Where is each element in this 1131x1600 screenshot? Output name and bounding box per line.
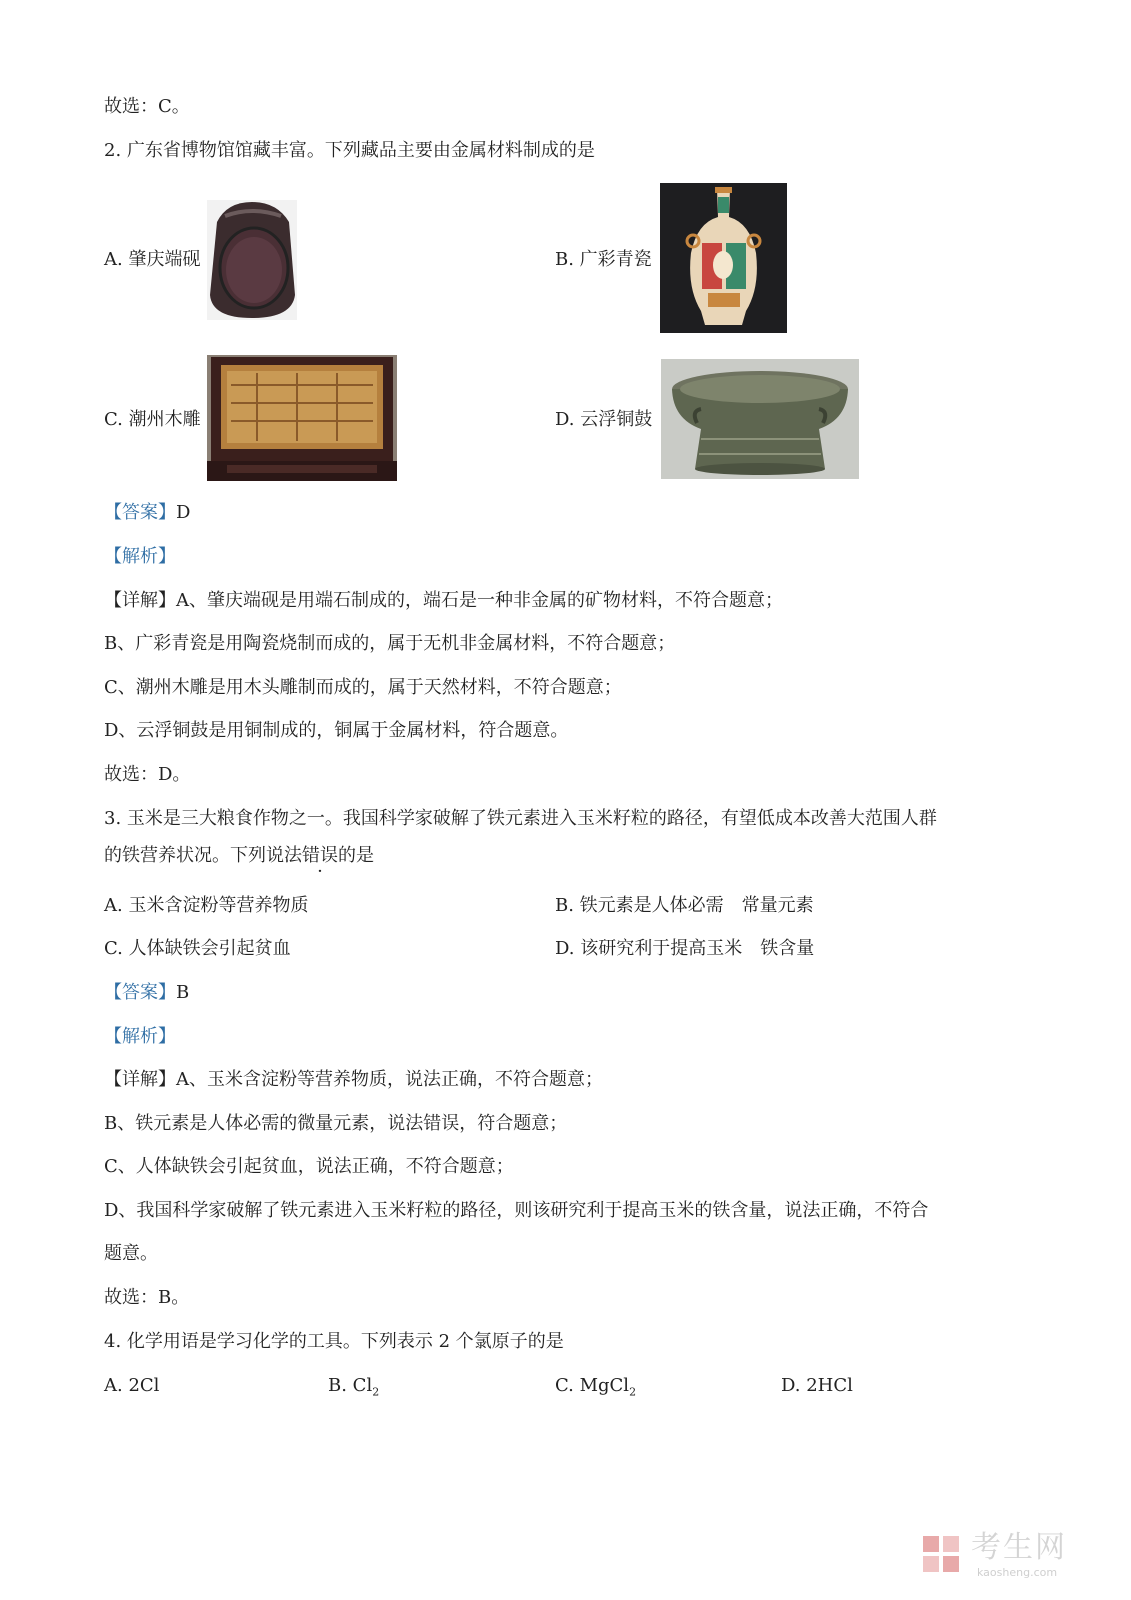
q3-stem-text: 的是 [338, 845, 374, 866]
q2-detail-line: D、云浮铜鼓是用铜制成的，铜属于金属材料，符合题意。 [104, 720, 569, 741]
q2-answer: D [176, 502, 191, 523]
q3-detail-line: 题意。 [104, 1243, 158, 1264]
q3-option-a: A. 玉米含淀粉等营养物质 [104, 895, 309, 916]
q2-analysis-tag: 【解析】 [104, 546, 176, 567]
watermark-url: kaosheng.com [977, 1566, 1058, 1579]
woodcarving-image [207, 355, 397, 481]
q4-option-c-subscript: 2 [629, 1385, 637, 1399]
q2-detail-line: C、潮州木雕是用木头雕制而成的，属于天然材料，不符合题意； [104, 677, 622, 698]
q2-option-d: D. 云浮铜鼓 [555, 409, 653, 430]
q3-answer-tag: 【答案】 [104, 982, 176, 1003]
q3-detail-row-1 [104, 1067, 603, 1093]
q2-stem: 2. 广东省博物馆馆藏丰富。下列藏品主要由金属材料制成的是 [104, 140, 595, 161]
q2-detail-row-1 [104, 588, 783, 614]
q3-detail-line: B、铁元素是人体必需的微量元素，说法错误，符合题意； [104, 1113, 568, 1134]
q4-option-b-text: B. Cl [328, 1375, 373, 1396]
q3-stem-line1: 3. 玉米是三大粮食作物之一。我国科学家破解了铁元素进入玉米籽粒的路径，有望低成本改善大范围人群 [104, 808, 937, 829]
q3-analysis-tag: 【解析】 [104, 1026, 176, 1047]
q2-answer-tag: 【答案】 [104, 502, 176, 523]
q2-detail-line: B、广彩青瓷是用陶瓷烧制而成的，属于无机非金属材料，不符合题意； [104, 633, 676, 654]
q4-option-c [555, 1373, 636, 1406]
q3-stem-text: 的铁营养状况。下列说法 [104, 845, 302, 866]
q2-option-a: A. 肇庆端砚 [104, 249, 201, 270]
q4-option-b [328, 1373, 379, 1406]
q2-detail-line: A、肇庆端砚是用端石制成的，端石是一种非金属的矿物材料，不符合题意； [176, 590, 783, 611]
q2-conclusion: 故选：D。 [104, 764, 191, 785]
q3-conclusion: 故选：B。 [104, 1287, 190, 1308]
watermark-brand: 考生网 [971, 1530, 1067, 1565]
q3-option-d: D. 该研究利于提高玉米 铁含量 [555, 938, 815, 959]
q2-option-c: C. 潮州木雕 [104, 409, 201, 430]
vase-image [660, 183, 787, 333]
q3-option-b: B. 铁元素是人体必需 常量元素 [555, 895, 814, 916]
bronze-drum-image [661, 359, 859, 479]
q2-answer-row [104, 500, 190, 526]
q3-emphasis-word: 错误 [302, 845, 338, 866]
q3-answer-row [104, 980, 189, 1006]
q3-detail-line: A、玉米含淀粉等营养物质，说法正确，不符合题意； [176, 1069, 603, 1090]
q4-stem: 4. 化学用语是学习化学的工具。下列表示 2 个氯原子的是 [104, 1331, 564, 1352]
q3-option-c: C. 人体缺铁会引起贫血 [104, 938, 291, 959]
watermark [921, 1530, 1091, 1582]
q1-conclusion: 故选：C。 [104, 96, 190, 117]
q3-detail-line: C、人体缺铁会引起贫血，说法正确，不符合题意； [104, 1156, 514, 1177]
q2-option-b: B. 广彩青瓷 [555, 249, 652, 270]
q4-option-b-subscript: 2 [372, 1385, 380, 1399]
q3-detail-tag: 【详解】 [104, 1069, 176, 1090]
q3-stem-line2 [104, 843, 374, 869]
q4-option-a: A. 2Cl [104, 1375, 160, 1396]
q4-option-c-text: C. MgCl [555, 1375, 630, 1396]
inkstone-image [207, 200, 297, 320]
q2-detail-tag: 【详解】 [104, 590, 176, 611]
q4-option-d: D. 2HCl [781, 1375, 853, 1396]
q3-detail-line: D、我国科学家破解了铁元素进入玉米籽粒的路径，则该研究利于提高玉米的铁含量，说法正确，不符合 [104, 1200, 929, 1221]
watermark-logo-icon [921, 1534, 965, 1578]
q3-answer: B [176, 982, 190, 1003]
